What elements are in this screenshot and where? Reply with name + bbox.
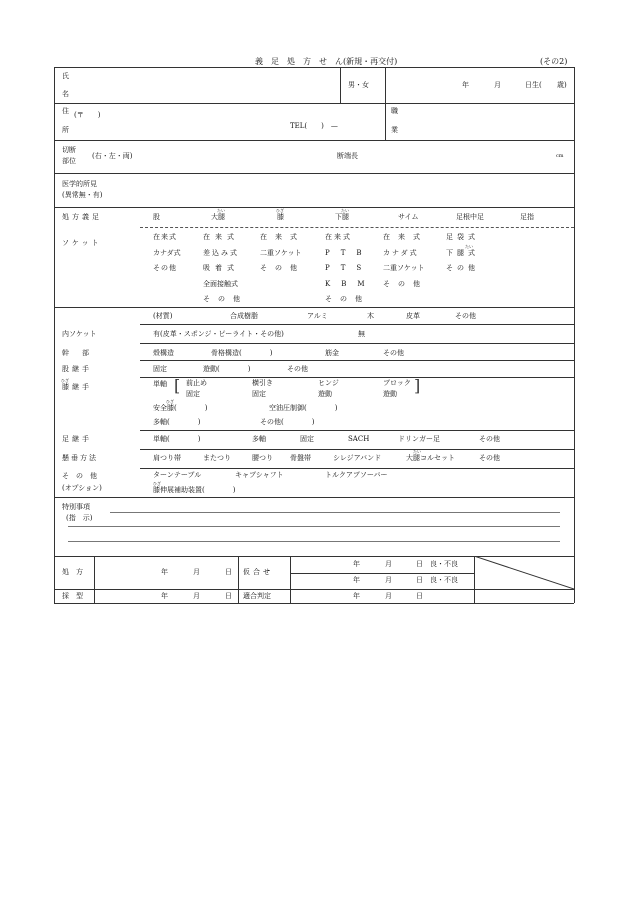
socket-option[interactable]: PTS [325, 264, 373, 272]
conformity-year: 年 [353, 592, 360, 600]
options-label-1: そ の 他 [62, 472, 97, 480]
socket-option[interactable]: 吸着式 [203, 264, 239, 272]
medical-findings-label: 医学的所見 [62, 180, 97, 188]
socket-option[interactable]: その他 [383, 280, 428, 288]
knee-other[interactable]: その他( ) [260, 418, 315, 426]
knee-option[interactable]: ヒンジ [318, 379, 339, 387]
postal-field[interactable]: (〒 ) [74, 111, 101, 119]
prescription-label: 処方義足 [62, 213, 102, 221]
stump-length-label: 断端長 [337, 152, 358, 160]
tel-field[interactable]: TEL( ) — [290, 122, 338, 130]
furigana: たい [217, 208, 225, 213]
socket-option[interactable]: 差込み式 [203, 249, 239, 257]
level-thigh[interactable]: 大腿 [211, 213, 225, 221]
foot-option[interactable]: 固定 [300, 435, 314, 443]
socket-option[interactable]: カナダ式 [383, 249, 419, 257]
suspension-option[interactable]: またつり [203, 454, 231, 462]
trunk-option[interactable]: その他 [383, 349, 404, 357]
socket-option[interactable]: その他 [446, 264, 479, 272]
prescribe-month: 月 [193, 568, 200, 576]
level-tarsal-metatarsal[interactable]: 足根中足 [456, 213, 484, 221]
socket-option[interactable]: PTB [325, 249, 373, 257]
hip-joint-option[interactable]: その他 [287, 365, 308, 373]
adopt-month: 月 [193, 592, 200, 600]
socket-option[interactable]: その他 [153, 264, 177, 272]
fitting1-month: 月 [385, 560, 392, 568]
socket-option[interactable]: 在来式 [383, 233, 428, 241]
knee-option[interactable]: 固定 [252, 390, 266, 398]
amputation-label-2: 部位 [62, 157, 76, 165]
special-label-1: 特別事項 [62, 503, 90, 511]
knee-safety[interactable]: 安全膝( ) [153, 404, 208, 412]
foot-option[interactable]: 多軸 [252, 435, 266, 443]
inner-socket-yes[interactable]: 有(皮革・スポンジ・ピーライト・その他) [153, 330, 284, 338]
level-below-knee[interactable]: 下腿 [335, 213, 349, 221]
level-knee[interactable]: 膝 [277, 213, 284, 221]
socket-option[interactable]: 全面接触式 [203, 280, 238, 288]
job-label-2: 業 [391, 126, 398, 134]
socket-option[interactable]: その他 [260, 264, 305, 272]
suspension-option[interactable]: 骨盤帯 [290, 454, 311, 462]
furigana: たい [465, 244, 473, 249]
age-field: 歳) [557, 81, 567, 89]
knee-option[interactable]: 遊動 [318, 390, 332, 398]
birth-month: 月 [494, 81, 501, 89]
knee-air-hydraulic[interactable]: 空油圧制御( ) [269, 404, 338, 412]
foot-joint-label: 足継手 [62, 435, 92, 443]
hip-joint-option[interactable]: 固定 [153, 365, 167, 373]
suspension-label: 懸垂方法 [62, 454, 98, 462]
amputation-label-1: 切断 [62, 146, 76, 154]
knee-single-axis[interactable]: 単軸 [153, 380, 167, 388]
suspension-option[interactable]: シレジアバンド [333, 454, 382, 462]
furigana: たい [341, 208, 349, 213]
job-label-1: 職 [391, 107, 398, 115]
address-label-1: 住 [62, 107, 69, 115]
socket-option[interactable]: その他 [325, 295, 370, 303]
socket-option[interactable]: 二重ソケット [383, 264, 425, 272]
knee-joint-label: 膝継手 [62, 383, 92, 391]
birth-day: 日生( [525, 81, 542, 89]
birth-year: 年 [462, 81, 469, 89]
prescribe-year: 年 [161, 568, 168, 576]
fitting-label: 仮合せ [243, 568, 273, 576]
address-label-2: 所 [62, 126, 69, 134]
knee-option[interactable]: 固定 [186, 390, 200, 398]
name-label-2: 名 [62, 90, 69, 98]
trunk-option[interactable]: 殻構造 [153, 349, 174, 357]
knee-option[interactable]: ブロック [383, 379, 411, 387]
cm-unit: cm [556, 153, 564, 159]
foot-option[interactable]: その他 [479, 435, 500, 443]
foot-option[interactable]: ドリンガー足 [398, 435, 440, 443]
bracket-right: ] [414, 376, 421, 395]
suspension-option[interactable]: 腰つり [252, 454, 273, 462]
special-label-2: (指 示) [66, 514, 93, 522]
medical-findings-status[interactable]: (異常無・有) [62, 191, 103, 199]
side-field[interactable]: (右・左・両) [92, 152, 133, 160]
option-item[interactable]: キャブシャフト [235, 471, 284, 479]
options-label-2: (オプション) [62, 484, 102, 492]
bracket-left: [ [174, 376, 181, 395]
furigana: ひざ [153, 481, 161, 486]
foot-option[interactable]: 単軸( ) [153, 435, 201, 443]
fitting2-month: 月 [385, 576, 392, 584]
adopt-year: 年 [161, 592, 168, 600]
option-item[interactable]: ターンテーブル [153, 471, 202, 479]
adopt-day: 日 [225, 592, 232, 600]
fitting2-result[interactable]: 良・不良 [430, 576, 458, 584]
knee-multi-axis[interactable]: 多軸( ) [153, 418, 201, 426]
inner-socket-label: 内ソケット [62, 330, 97, 338]
trunk-option[interactable]: 骨格構造( ) [211, 349, 273, 357]
option-item[interactable]: トルクアブソーバー [325, 471, 388, 479]
material-option[interactable]: アルミ [307, 312, 328, 320]
socket-option[interactable]: 在来式 [325, 233, 352, 241]
hip-joint-label: 股継手 [62, 365, 92, 373]
inner-socket-no[interactable]: 無 [358, 330, 365, 338]
knee-extension-assist[interactable]: 膝伸展補助装置( ) [153, 486, 236, 494]
name-label-1: 氏 [62, 72, 69, 80]
knee-option[interactable]: 遊動 [383, 390, 397, 398]
socket-option[interactable]: 下腿式 [446, 249, 479, 257]
socket-option[interactable]: 在来式 [153, 233, 177, 241]
knee-option[interactable]: 横引き [252, 379, 273, 387]
socket-option[interactable]: その他 [203, 295, 248, 303]
conformity-label: 適合判定 [243, 592, 271, 600]
foot-option[interactable]: SACH [348, 435, 370, 443]
socket-option[interactable]: 在来式 [260, 233, 305, 241]
socket-option[interactable]: カナダ式 [153, 249, 181, 257]
page-number: (その2) [540, 57, 568, 66]
furigana: ひざ [61, 378, 69, 383]
material-option[interactable]: 合成樹脂 [230, 312, 258, 320]
adopt-label: 採 型 [62, 592, 83, 600]
material-label: (材質) [153, 312, 173, 320]
material-option[interactable]: 皮革 [406, 312, 420, 320]
fitting1-day: 日 [416, 560, 423, 568]
furigana: たい [413, 449, 421, 454]
fitting2-year: 年 [353, 576, 360, 584]
material-option[interactable]: 木 [367, 312, 374, 320]
suspension-option[interactable]: 大腿コルセット [406, 454, 455, 462]
socket-option[interactable]: KBM [325, 280, 376, 288]
fitting2-day: 日 [416, 576, 423, 584]
form-title: 義 足 処 方 せ ん(新規・再交付) [255, 57, 398, 66]
socket-option[interactable]: 在来式 [203, 233, 239, 241]
footer-diagonal [474, 556, 574, 589]
socket-option[interactable]: 足袋式 [446, 233, 479, 241]
material-option[interactable]: その他 [455, 312, 476, 320]
hip-joint-option[interactable]: 遊動( ) [203, 365, 251, 373]
furigana: ひざ [166, 399, 174, 404]
fitting1-year: 年 [353, 560, 360, 568]
trunk-label: 幹 部 [62, 349, 92, 357]
conformity-month: 月 [385, 592, 392, 600]
fitting1-result[interactable]: 良・不良 [430, 560, 458, 568]
trunk-option[interactable]: 筋金 [325, 349, 339, 357]
socket-label: ソケット [62, 239, 102, 247]
knee-option[interactable]: 前止め [186, 379, 207, 387]
sex-field[interactable]: 男・女 [348, 81, 369, 89]
level-hip[interactable]: 股 [153, 213, 160, 221]
level-syme[interactable]: サイム [398, 213, 419, 221]
prescribe-day: 日 [225, 568, 232, 576]
prescribe-label: 処 方 [62, 568, 83, 576]
socket-option[interactable]: 二重ソケット [260, 249, 302, 257]
furigana: ひざ [276, 208, 284, 213]
conformity-day: 日 [416, 592, 423, 600]
suspension-option[interactable]: その他 [479, 454, 500, 462]
suspension-option[interactable]: 肩つり帯 [153, 454, 181, 462]
level-toe[interactable]: 足指 [520, 213, 534, 221]
